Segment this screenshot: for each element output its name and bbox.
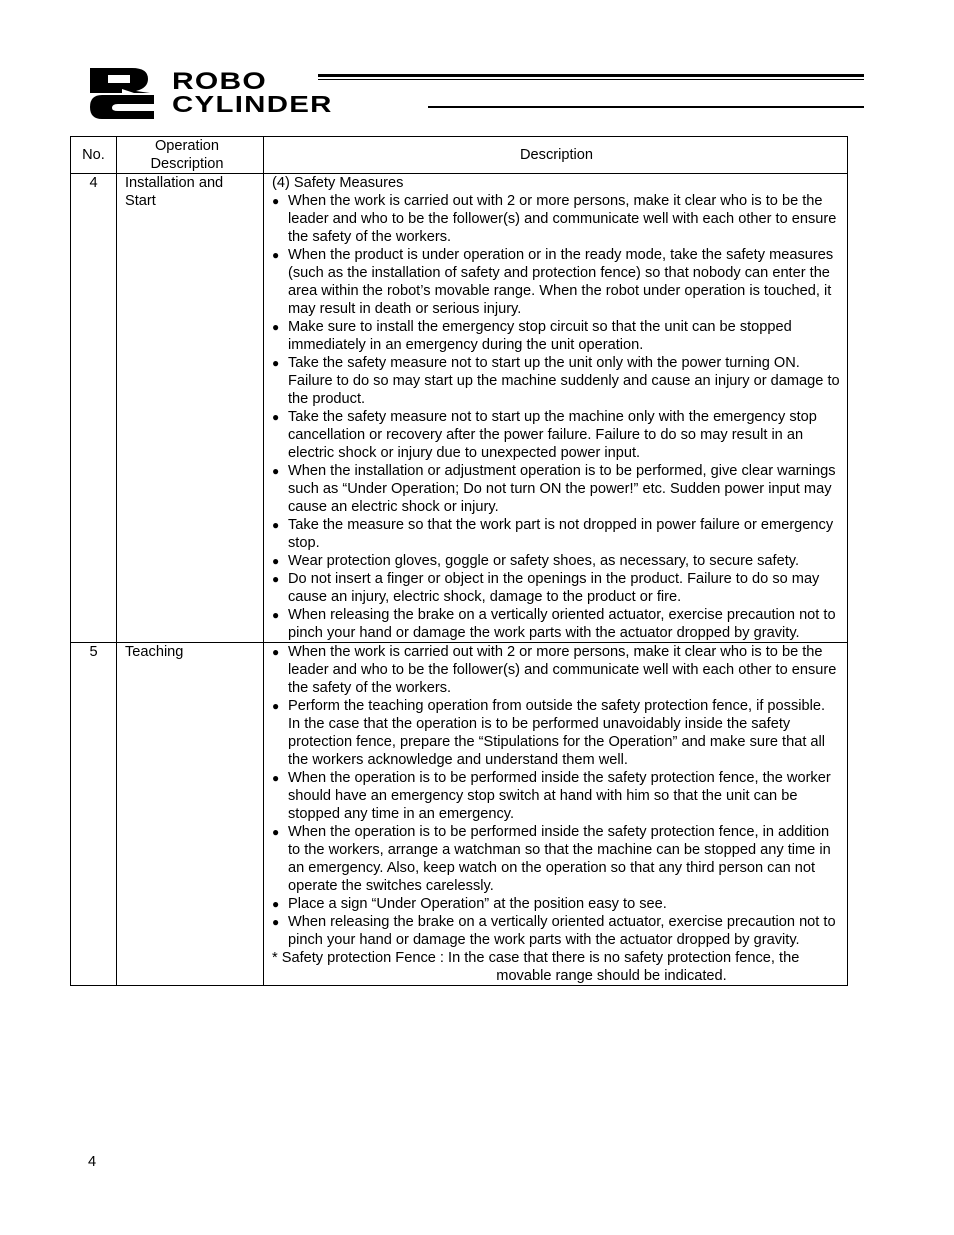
header-rule-top-thin [318, 79, 864, 80]
list-item: ● When the work is carried out with 2 or more persons, make it clear who is to be the leader and who to be the follower(s) and communicate well with each other to ensure the safety of the workers. [272, 192, 841, 246]
table-header-row [71, 137, 848, 174]
list-item: ● When the product is under operation or in the ready mode, take the safety measures (such as the installation of safety and protection fence) so that nobody can enter the area within the robot’s movable range. When the robot under operation is touched, it may result in death or serious injury. [272, 246, 841, 318]
row-operation: Installation and Start [117, 174, 264, 643]
table-row [71, 174, 848, 643]
header-no: No. [71, 137, 117, 174]
logo-text-robo: ROBO [172, 68, 267, 95]
header-rule-top-thick [318, 74, 864, 77]
bullet-list [272, 643, 841, 949]
list-item: ● Take the safety measure not to start up the unit only with the power turning ON. Failure to do so may start up the machine suddenly and cause an injury or damage to the product. [272, 354, 841, 408]
list-item: ● Place a sign “Under Operation” at the position easy to see. [272, 895, 841, 913]
table-row [71, 643, 848, 986]
header-operation: Operation Description [117, 137, 264, 174]
list-item: ● Do not insert a finger or object in the openings in the product. Failure to do so may cause an injury, electric shock, damage to the product or fire. [272, 570, 841, 606]
rc-logo-mark [88, 66, 158, 120]
page-number: 4 [88, 1154, 97, 1170]
bullet-list [272, 192, 841, 642]
list-item: ● When the operation is to be performed inside the safety protection fence, the worker should have an emergency stop switch at hand with him so that the unit can be stopped any time in an emergency. [272, 769, 841, 823]
row-operation: Teaching [117, 643, 264, 986]
list-item: ● Take the measure so that the work part is not dropped in power failure or emergency stop. [272, 516, 841, 552]
row-description [264, 174, 848, 643]
list-item: ● When the work is carried out with 2 or more persons, make it clear who is to be the leader and who to be the follower(s) and communicate well with each other to ensure the safety of the workers. [272, 643, 841, 697]
list-item: ● When the installation or adjustment operation is to be performed, give clear warnings such as “Under Operation; Do not turn ON the power!” etc. Sudden power input may cause an electric shock or injury. [272, 462, 841, 516]
header-description: Description [264, 137, 848, 174]
list-item: ● Take the safety measure not to start up the machine only with the emergency stop cancellation or recovery after the power failure. Failure to do so may result in an electric shock or injury due to unexpected power input. [272, 408, 841, 462]
fence-note-line2: movable range should be indicated. [496, 968, 727, 984]
row-number: 4 [71, 174, 117, 643]
row-number: 5 [71, 643, 117, 986]
fence-note-line1: * Safety protection Fence : In the case that there is no safety protection fence, the [272, 950, 800, 966]
list-item: ● Make sure to install the emergency stop circuit so that the unit can be stopped immediately in an emergency during the unit operation. [272, 318, 841, 354]
list-item: ● Perform the teaching operation from outside the safety protection fence, if possible. In the case that the operation is to be performed unavoidably inside the safety protection fence, prepare the “Stipulations for the Operation” and make sure that all the workers acknowledge and understand them well. [272, 697, 841, 769]
list-item: ● When the operation is to be performed inside the safety protection fence, in addition to the workers, arrange a watchman so that the machine can be stopped any time in an emergency. Also, keep watch on the operation so that any third person can not operate the switches carelessly. [272, 823, 841, 895]
list-item: ● When releasing the brake on a vertically oriented actuator, exercise precaution not to pinch your hand or damage the work parts with the actuator dropped by gravity. [272, 606, 841, 642]
list-item: ● When releasing the brake on a vertically oriented actuator, exercise precaution not to pinch your hand or damage the work parts with the actuator dropped by gravity. [272, 913, 841, 949]
fence-note [272, 949, 841, 985]
row-description [264, 643, 848, 986]
header-rule-bottom [428, 106, 864, 108]
list-item: ● Wear protection gloves, goggle or safety shoes, as necessary, to secure safety. [272, 552, 841, 570]
logo-text-cylinder: CYLINDER [172, 91, 333, 117]
section-subheading: (4) Safety Measures [272, 175, 404, 191]
safety-table [70, 136, 848, 986]
